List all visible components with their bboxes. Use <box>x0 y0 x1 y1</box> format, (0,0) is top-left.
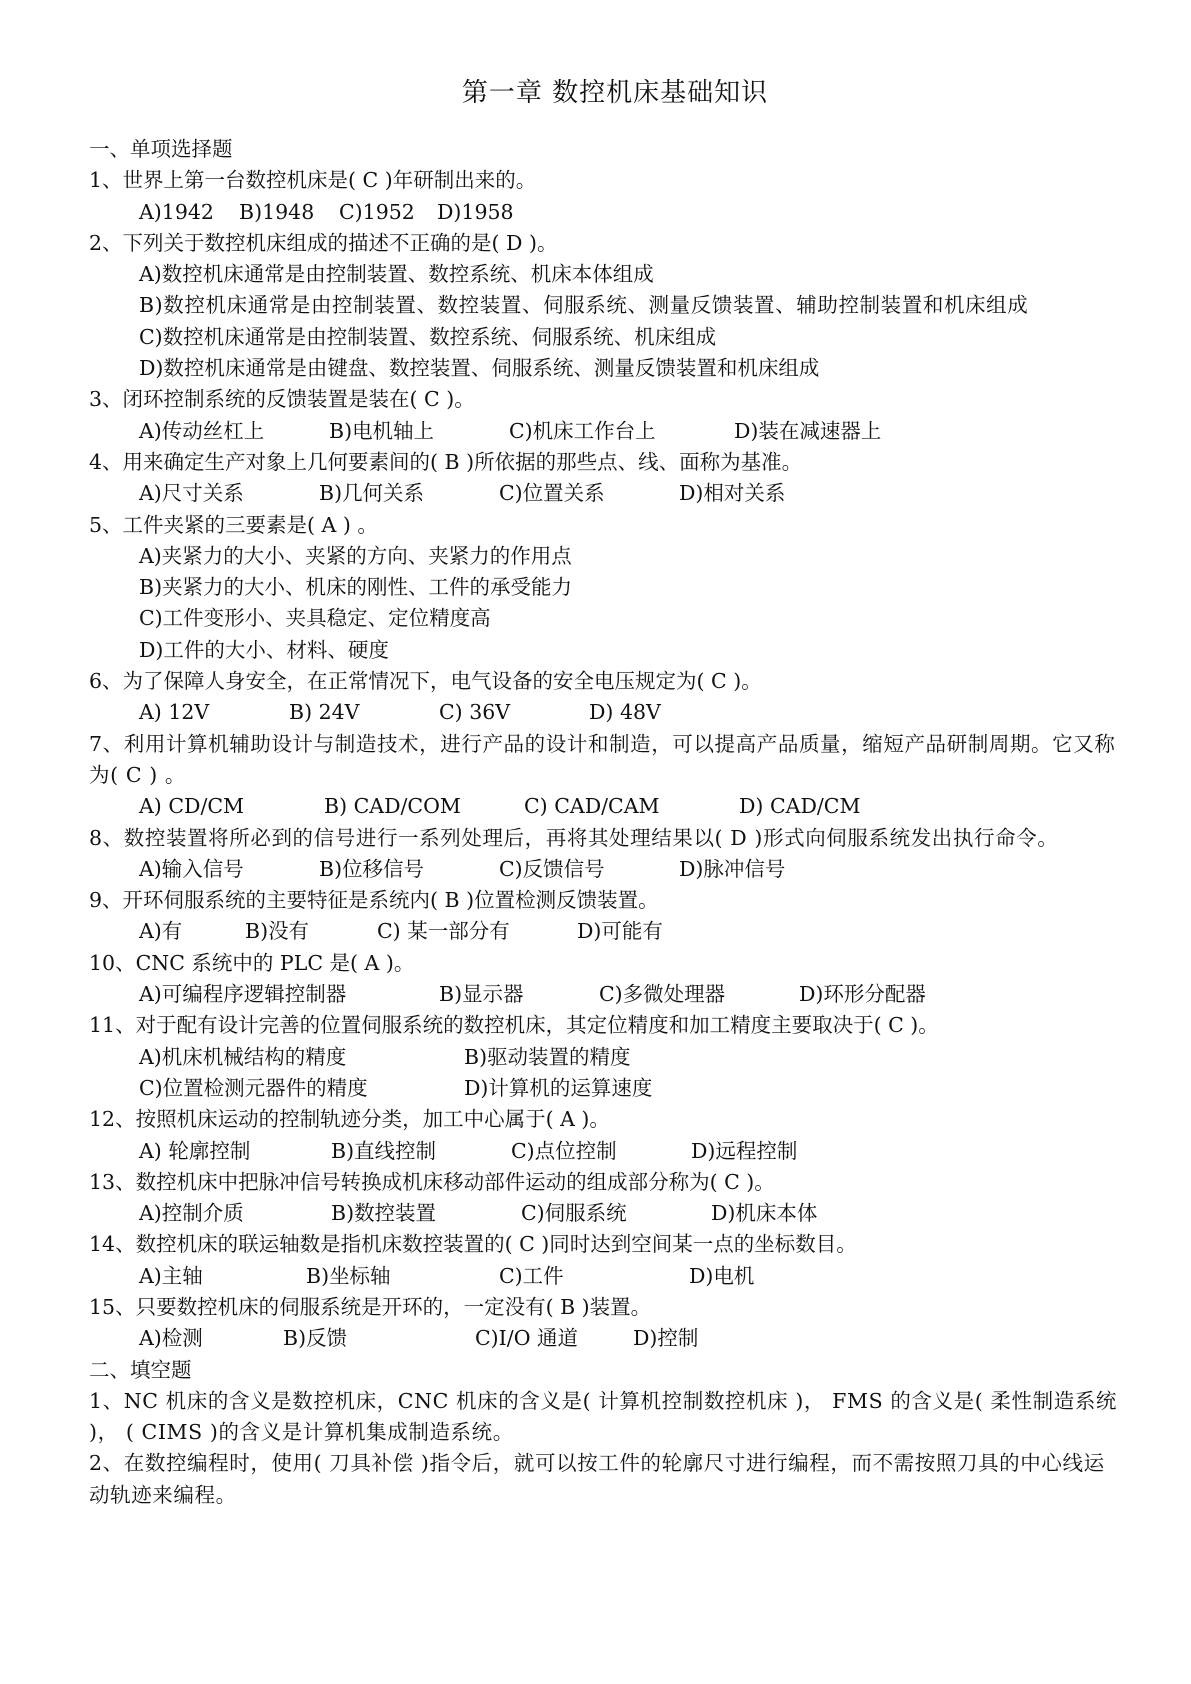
question-5-option-c: C)工件变形小、夹具稳定、定位精度高 <box>139 606 491 631</box>
option-d: D)计算机的运算速度 <box>464 1075 653 1100</box>
option-c: C)点位控制 <box>511 1138 617 1163</box>
question-11-options-row2 <box>89 1073 1121 1104</box>
page-title: 第一章 数控机床基础知识 <box>461 78 769 108</box>
question-10: 10、CNC 系统中的 PLC 是( A )。 <box>89 950 415 975</box>
option-d: D)环形分配器 <box>799 982 926 1007</box>
question-5-option-a: A)夹紧力的大小、夹紧的方向、夹紧力的作用点 <box>139 543 572 568</box>
question-2-option-a: A)数控机床通常是由控制装置、数控系统、机床本体组成 <box>139 262 654 287</box>
option-c: C)工件 <box>499 1263 564 1288</box>
question-7-options <box>89 791 1121 822</box>
question-15: 15、只要数控机床的伺服系统是开环的，一定没有( B )装置。 <box>89 1294 652 1319</box>
option-a: A) CD/CM <box>139 794 245 819</box>
option-b: B)数控装置 <box>331 1201 437 1226</box>
question-9-options <box>89 916 1121 947</box>
option-c: C)位置关系 <box>499 481 605 506</box>
option-a: A)有 <box>139 919 183 944</box>
option-a: A)输入信号 <box>139 856 244 881</box>
question-11-options-row1 <box>89 1042 1121 1073</box>
question-2-option-c: C)数控机床通常是由控制装置、数控系统、伺服系统、机床组成 <box>139 324 717 349</box>
section-heading: 二、填空题 <box>89 1357 192 1382</box>
option-b: B)反馈 <box>283 1326 348 1351</box>
option-c: C)位置检测元器件的精度 <box>139 1075 368 1100</box>
option-b: B)电机轴上 <box>329 418 435 443</box>
question-5: 5、工件夹紧的三要素是( A ) 。 <box>89 512 378 537</box>
question-6: 6、为了保障人身安全，在正常情况下，电气设备的安全电压规定为( C )。 <box>89 669 762 694</box>
question-6-options <box>89 697 1121 728</box>
question-12: 12、按照机床运动的控制轨迹分类，加工中心属于( A )。 <box>89 1107 610 1132</box>
question-14: 14、数控机床的联运轴数是指机床数控装置的( C )同时达到空间某一点的坐标数目。 <box>89 1232 857 1257</box>
question-13: 13、数控机床中把脉冲信号转换成机床移动部件运动的组成部分称为( C )。 <box>89 1169 775 1194</box>
question-2-option-d: D)数控机床通常是由键盘、数控装置、伺服系统、测量反馈装置和机床组成 <box>139 356 820 381</box>
option-d: D) 48V <box>589 700 661 725</box>
question-4-options <box>89 478 1121 509</box>
option-c: C)多微处理器 <box>599 982 726 1007</box>
option-c: C)反馈信号 <box>499 856 605 881</box>
option-b: B)驱动装置的精度 <box>464 1044 631 1069</box>
option-c: C)机床工作台上 <box>509 418 656 443</box>
option-d: D)远程控制 <box>691 1138 798 1163</box>
option-d: D)控制 <box>633 1326 699 1351</box>
question-7: 7、利用计算机辅助设计与制造技术，进行产品的设计和制造，可以提高产品质量，缩短产品研制周期。它又称为( C ) 。 <box>89 731 1116 787</box>
question-15-options <box>89 1323 1121 1354</box>
option-c: C) CAD/CAM <box>524 794 660 819</box>
option-c: C)I/O 通道 <box>475 1326 579 1351</box>
option-b: B)显示器 <box>439 982 524 1007</box>
question-10-options <box>89 979 1121 1010</box>
option-d: D)电机 <box>689 1263 755 1288</box>
option-a: A)尺寸关系 <box>139 481 244 506</box>
question-11: 11、对于配有设计完善的位置伺服系统的数控机床，其定位精度和加工精度主要取决于( C )。 <box>89 1013 939 1038</box>
section-heading: 一、单项选择题 <box>89 137 233 161</box>
option-b: B)没有 <box>245 919 310 944</box>
option-b: B)1948 <box>239 199 315 224</box>
option-a: A)控制介质 <box>139 1201 244 1226</box>
fill-question-1: 1、NC 机床的含义是数控机床，CNC 机床的含义是( 计算机控制数控机床 )， FMS 的含义是( 柔性制造系统 )， ( CIMS )的含义是计算机集成制造系统。 <box>89 1388 1118 1445</box>
option-a: A) 12V <box>139 700 210 725</box>
option-c: C)1952 <box>339 199 415 224</box>
question-8: 8、数控装置将所必到的信号进行一系列处理后，再将其处理结果以( D )形式向伺服系统发出执行命令。 <box>89 825 1059 850</box>
question-5-option-b: B)夹紧力的大小、机床的刚性、工件的承受能力 <box>139 575 573 600</box>
option-a: A)主轴 <box>139 1263 203 1288</box>
question-1: 1、世界上第一台数控机床是( C )年研制出来的。 <box>89 168 537 193</box>
option-b: B)直线控制 <box>331 1138 437 1163</box>
question-5-option-d: D)工件的大小、材料、硬度 <box>139 637 389 662</box>
option-a: A) 轮廓控制 <box>139 1138 251 1163</box>
option-a: A)机床机械结构的精度 <box>139 1044 347 1069</box>
question-3-options <box>89 416 1121 447</box>
option-d: D)1958 <box>437 199 514 224</box>
question-2: 2、下列关于数控机床组成的描述不正确的是( D )。 <box>89 230 558 255</box>
option-d: D)可能有 <box>577 919 663 944</box>
question-12-options <box>89 1136 1121 1167</box>
option-b: B) CAD/COM <box>324 794 461 819</box>
question-3: 3、闭环控制系统的反馈装置是装在( C )。 <box>89 387 475 412</box>
question-13-options <box>89 1198 1121 1229</box>
option-a: A)1942 <box>139 199 214 224</box>
option-d: D)相对关系 <box>679 481 786 506</box>
option-a: A)检测 <box>139 1326 203 1351</box>
question-2-option-b: B)数控机床通常是由控制装置、数控装置、伺服系统、测量反馈装置、辅助控制装置和机床组成 <box>139 293 1029 318</box>
option-c: C) 36V <box>439 700 511 725</box>
option-a: A)可编程序逻辑控制器 <box>139 982 347 1007</box>
question-4: 4、用来确定生产对象上几何要素间的( B )所依据的那些点、线、面称为基准。 <box>89 449 803 474</box>
option-b: B)几何关系 <box>319 481 425 506</box>
question-14-options <box>89 1261 1121 1292</box>
option-c: C)伺服系统 <box>521 1201 627 1226</box>
question-1-options <box>89 197 1121 228</box>
option-d: D)机床本体 <box>711 1201 818 1226</box>
option-b: B) 24V <box>289 700 360 725</box>
option-b: B)位移信号 <box>319 856 425 881</box>
fill-question-2: 2、在数控编程时，使用( 刀具补偿 )指令后，就可以按工件的轮廓尺寸进行编程，而不需按照刀具的中心线运动轨迹来编程。 <box>89 1451 1105 1507</box>
option-a: A)传动丝杠上 <box>139 418 265 443</box>
option-d: D)装在减速器上 <box>734 418 882 443</box>
option-b: B)坐标轴 <box>306 1263 391 1288</box>
question-9: 9、开环伺服系统的主要特征是系统内( B )位置检测反馈装置。 <box>89 888 659 913</box>
question-8-options <box>89 854 1121 885</box>
option-d: D)脉冲信号 <box>679 856 786 881</box>
option-d: D) CAD/CM <box>739 794 861 819</box>
option-c: C) 某一部分有 <box>377 919 510 944</box>
